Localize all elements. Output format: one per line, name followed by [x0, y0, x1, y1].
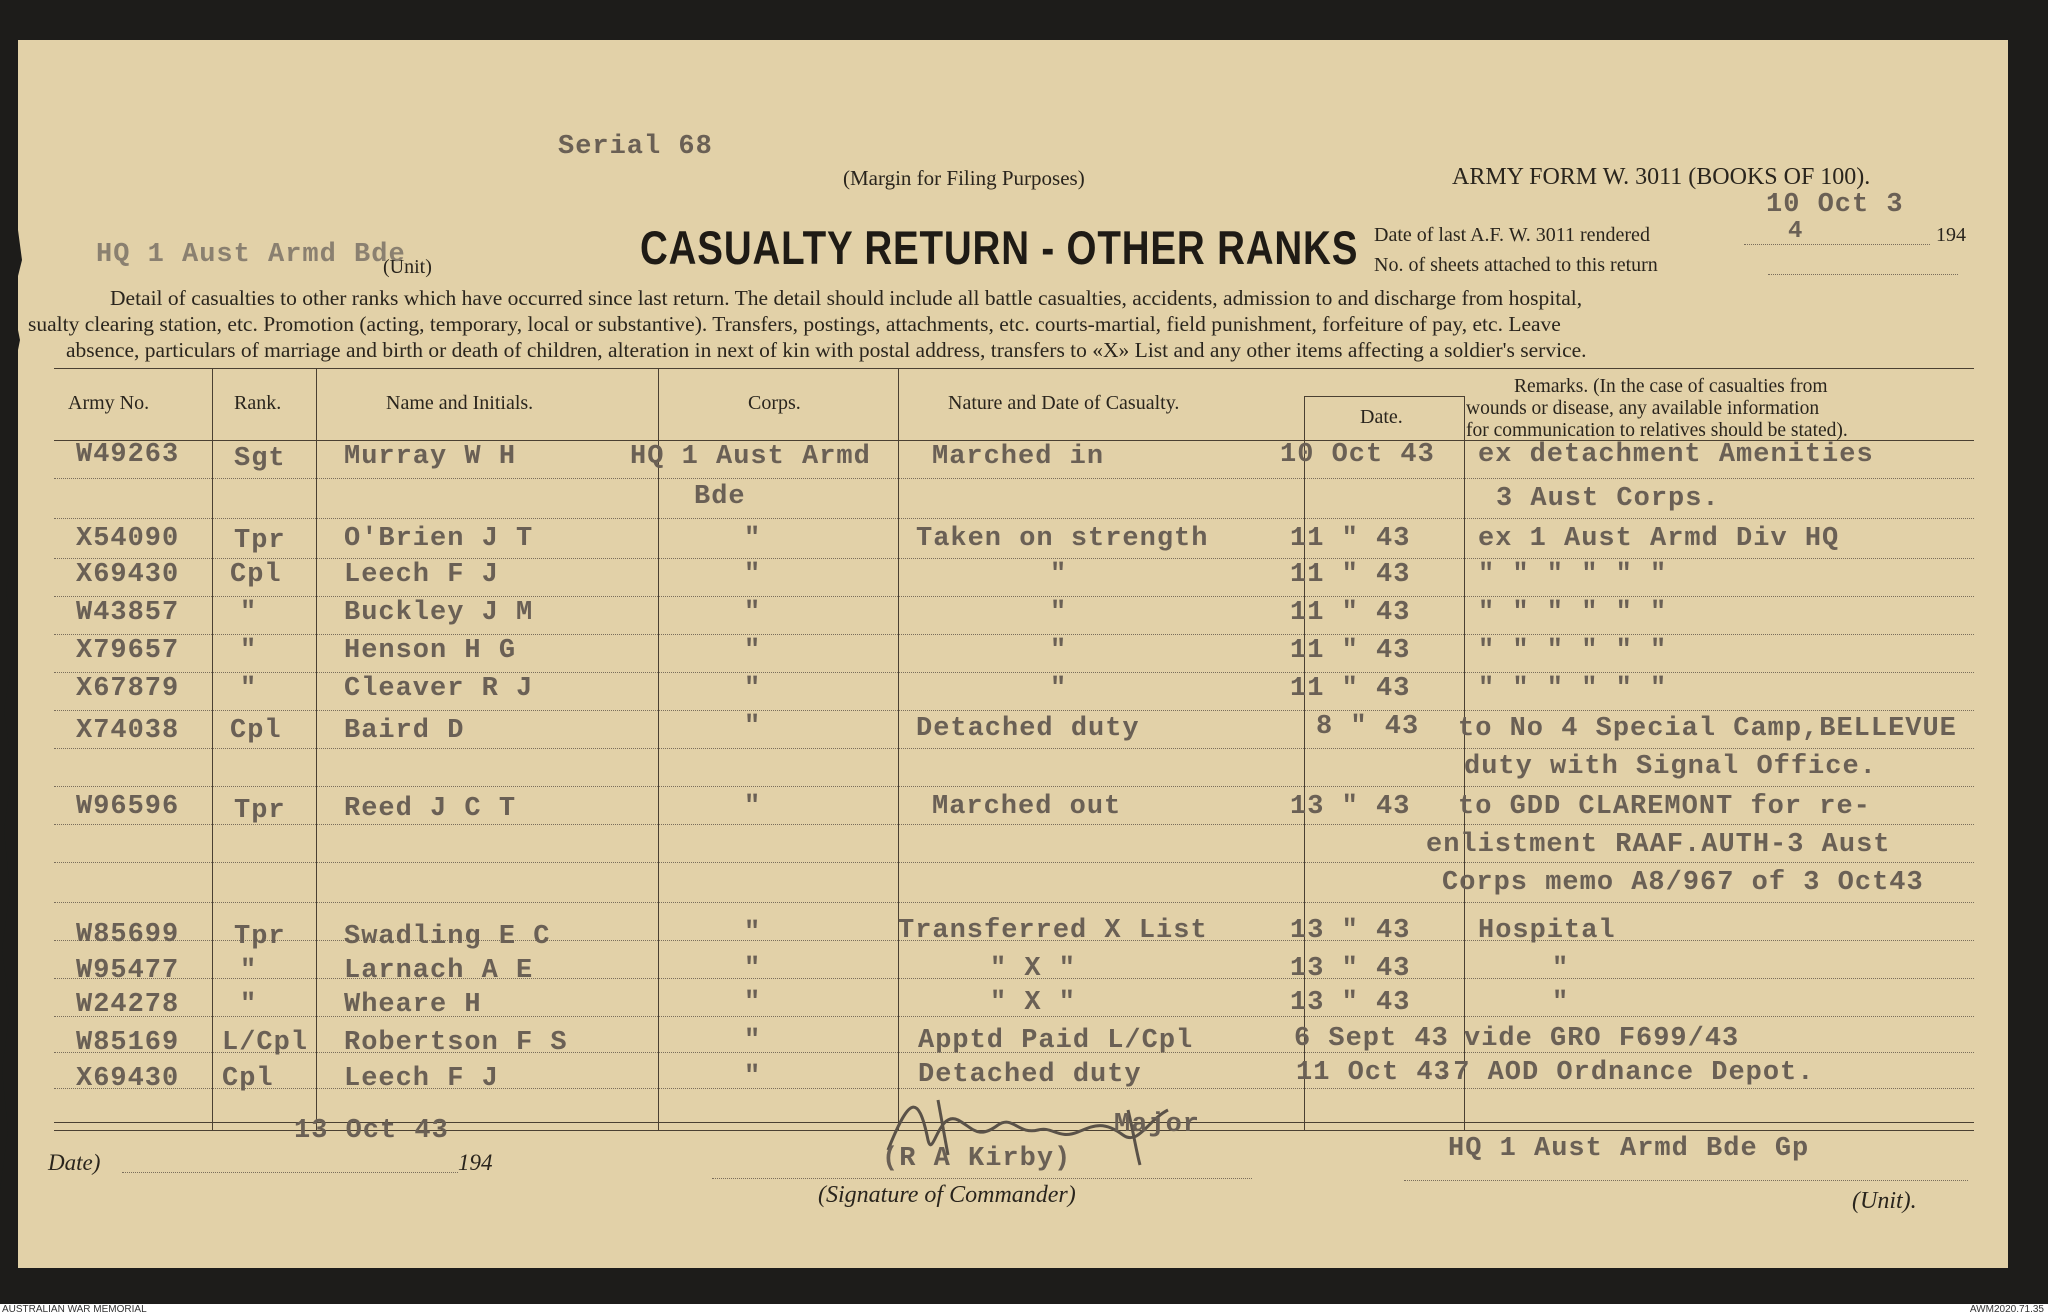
row-army-no: W85169	[76, 1028, 180, 1058]
row-nature: Detached duty	[916, 714, 1140, 744]
row-date: 11 " 43	[1290, 524, 1411, 554]
row-date: 11 " 43	[1290, 598, 1411, 628]
row-name: Larnach A E	[344, 956, 534, 986]
row-remarks: to GDD CLAREMONT for re-	[1458, 792, 1871, 822]
header-corps: Corps.	[748, 392, 801, 414]
commander-name: (R A Kirby)	[882, 1144, 1072, 1174]
row-rank: L/Cpl	[222, 1028, 309, 1058]
row-corps: "	[744, 712, 762, 742]
footer-unit-label: (Unit).	[1852, 1188, 1917, 1214]
detail-line-2: sualty clearing station, etc. Promotion (acting, temporary, local or substantive). Transfers, postings, attachments, etc. courts-martial, field punishment, forfeiture of pay, etc. Leave	[28, 312, 1561, 336]
row-date: 6 Sept 43	[1294, 1024, 1449, 1054]
row-remarks: ex detachment Amenities	[1478, 440, 1874, 470]
header-remarks-2: wounds or disease, any available information	[1466, 398, 1820, 419]
header-name: Name and Initials.	[386, 392, 534, 414]
row-remarks: " " " " " "	[1478, 636, 1668, 666]
credit-right: AWM2020.71.35	[1969, 1304, 2044, 1315]
signature-label: (Signature of Commander)	[818, 1182, 1076, 1208]
row-rank: "	[240, 636, 258, 666]
footer-unit-value: HQ 1 Aust Armd Bde Gp	[1448, 1134, 1810, 1164]
row-corps: "	[744, 636, 762, 666]
row-name: Murray W H	[344, 442, 517, 472]
header-remarks-3: for communication to relatives should be stated).	[1466, 420, 1848, 441]
row-remarks: " " " " " "	[1478, 674, 1668, 704]
row-rank: Cpl	[230, 716, 282, 746]
row-name: Leech F J	[344, 1064, 499, 1094]
row-date: 11 " 43	[1290, 674, 1411, 704]
unit-label: (Unit)	[383, 256, 432, 278]
row-remarks-line-3: Corps memo A8/967 of 3 Oct43	[1442, 868, 1924, 898]
row-remarks-line-2: duty with Signal Office.	[1464, 752, 1877, 782]
date-last-top: 10 Oct 3	[1766, 190, 1904, 220]
row-name: Leech F J	[344, 560, 499, 590]
margin-note: (Margin for Filing Purposes)	[843, 166, 1085, 190]
row-remarks-line-2: enlistment RAAF.AUTH-3 Aust	[1426, 830, 1891, 860]
row-rank: "	[240, 990, 258, 1020]
row-remarks: " " " " " "	[1478, 560, 1668, 590]
row-army-no: X74038	[76, 716, 180, 746]
footer-date-value: 13 Oct 43	[294, 1116, 449, 1146]
row-corps: "	[744, 674, 762, 704]
row-date: 11 " 43	[1290, 560, 1411, 590]
row-rank: Tpr	[234, 526, 286, 556]
serial-number: Serial 68	[558, 132, 713, 162]
footer-date-label: Date)	[48, 1150, 101, 1175]
row-rank: Cpl	[222, 1064, 274, 1094]
row-corps: "	[744, 524, 762, 554]
row-remarks: ex 1 Aust Armd Div HQ	[1478, 524, 1840, 554]
row-nature: "	[1050, 674, 1068, 704]
row-nature: "	[1050, 560, 1068, 590]
row-rank: Tpr	[234, 922, 286, 952]
row-name: Wheare H	[344, 990, 482, 1020]
row-army-no: X67879	[76, 674, 180, 704]
row-name: O'Brien J T	[344, 524, 534, 554]
row-army-no: W43857	[76, 598, 180, 628]
detail-line-1: Detail of casualties to other ranks which have occurred since last return. The detail should include all battle casualties, accidents, admission to and discharge from hospital,	[110, 286, 1583, 310]
row-corps: "	[744, 954, 762, 984]
row-rank: "	[240, 674, 258, 704]
row-name: Swadling E C	[344, 922, 551, 952]
row-date: 11 " 43	[1290, 636, 1411, 666]
row-remarks: .7 AOD Ordnance Depot.	[1436, 1058, 1815, 1088]
credits-strip	[0, 1304, 2048, 1316]
row-army-no: X69430	[76, 560, 180, 590]
sheets-label: No. of sheets attached to this return	[1374, 254, 1658, 276]
row-remarks-line-2: 3 Aust Corps.	[1496, 484, 1720, 514]
row-army-no: W96596	[76, 792, 180, 822]
page-title: CASUALTY RETURN - OTHER RANKS	[640, 221, 1359, 274]
row-date: 11 Oct 43	[1296, 1058, 1451, 1088]
row-rank: Tpr	[234, 796, 286, 826]
header-army-no: Army No.	[68, 392, 150, 414]
row-remarks: to No 4 Special Camp,BELLEVUE	[1458, 714, 1957, 744]
row-rank: Sgt	[234, 444, 286, 474]
row-name: Robertson F S	[344, 1028, 568, 1058]
row-nature: Detached duty	[918, 1060, 1142, 1090]
row-army-no: W85699	[76, 920, 180, 950]
row-name: Baird D	[344, 716, 465, 746]
header-remarks-1: Remarks. (In the case of casualties from	[1514, 376, 1828, 397]
row-nature: Apptd Paid L/Cpl	[918, 1026, 1194, 1056]
row-name: Buckley J M	[344, 598, 534, 628]
row-nature: Marched in	[932, 442, 1105, 472]
row-nature: "	[1050, 598, 1068, 628]
detail-line-3: absence, particulars of marriage and birth or death of children, alteration in next of kin with postal address, transfers to «X» List and any other items affecting a soldier's service.	[66, 338, 1587, 362]
row-date: 13 " 43	[1290, 792, 1411, 822]
row-remarks: "	[1552, 988, 1570, 1018]
row-remarks: "	[1552, 954, 1570, 984]
row-corps: "	[744, 560, 762, 590]
row-army-no: W95477	[76, 956, 180, 986]
row-name: Cleaver R J	[344, 674, 534, 704]
header-date: Date.	[1360, 406, 1403, 428]
row-nature: " X "	[990, 954, 1077, 984]
row-rank: "	[240, 956, 258, 986]
row-nature: Taken on strength	[916, 524, 1209, 554]
document-sheet	[18, 40, 2008, 1268]
footer-year: 194	[458, 1150, 493, 1175]
row-nature: Marched out	[932, 792, 1122, 822]
credit-left: AUSTRALIAN WAR MEMORIAL	[2, 1304, 147, 1315]
row-remarks: Hospital	[1478, 916, 1616, 946]
row-date: 10 Oct 43	[1280, 440, 1435, 470]
row-date: 13 " 43	[1290, 988, 1411, 1018]
commander-rank: Major	[1114, 1110, 1201, 1140]
row-date: 8 " 43	[1316, 712, 1420, 742]
torn-edge	[0, 230, 40, 1190]
row-name: Henson H G	[344, 636, 517, 666]
row-corps-line-2: Bde	[694, 482, 746, 512]
row-army-no: X54090	[76, 524, 180, 554]
row-corps: "	[744, 988, 762, 1018]
row-nature: "	[1050, 636, 1068, 666]
form-id: ARMY FORM W. 3011 (BOOKS OF 100).	[1452, 164, 1871, 190]
row-rank: "	[240, 598, 258, 628]
row-nature: Transferred X List	[898, 916, 1208, 946]
row-army-no: W24278	[76, 990, 180, 1020]
row-corps: "	[744, 918, 762, 948]
header-nature: Nature and Date of Casualty.	[948, 392, 1180, 414]
row-army-no: X69430	[76, 1064, 180, 1094]
row-corps: "	[744, 598, 762, 628]
row-date: 13 " 43	[1290, 954, 1411, 984]
row-army-no: X79657	[76, 636, 180, 666]
row-corps: "	[744, 1026, 762, 1056]
row-corps: HQ 1 Aust Armd	[630, 442, 871, 472]
row-army-no: W49263	[76, 440, 180, 470]
date-last-label: Date of last A.F. W. 3011 rendered	[1374, 224, 1650, 246]
row-nature: " X "	[990, 988, 1077, 1018]
row-date: 13 " 43	[1290, 916, 1411, 946]
row-remarks: vide GRO F699/43	[1464, 1024, 1740, 1054]
date-last-year: 194	[1936, 224, 1966, 246]
row-remarks: " " " " " "	[1478, 598, 1668, 628]
unit-value: HQ 1 Aust Armd Bde	[96, 240, 406, 270]
row-name: Reed J C T	[344, 794, 517, 824]
row-corps: "	[744, 792, 762, 822]
header-rank: Rank.	[234, 392, 282, 414]
row-rank: Cpl	[230, 560, 282, 590]
row-corps: "	[744, 1062, 762, 1092]
date-last-value: 4	[1788, 218, 1804, 245]
